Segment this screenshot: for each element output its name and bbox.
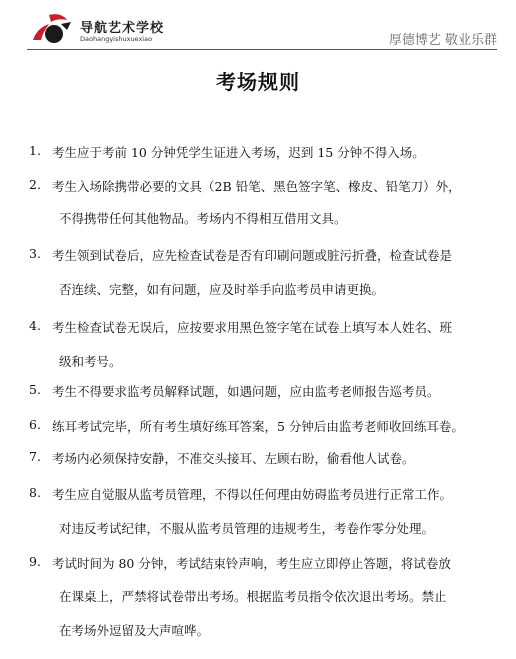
rule-number: 1. (29, 143, 41, 158)
rule-text-line: 在课桌上，严禁将试卷带出考场。根据监考员指令依次退出考场。禁止 (59, 589, 447, 604)
rule-number: 7. (29, 449, 41, 464)
rule-text-line: 考生应于考前 10 分钟凭学生证进入考场，迟到 15 分钟不得入场。 (52, 145, 425, 160)
rule-text-line: 考生应自觉服从监考员管理，不得以任何理由妨碍监考员进行正常工作。 (52, 487, 453, 502)
rule-text-line: 不得携带任何其他物品。考场内不得相互借用文具。 (59, 211, 347, 226)
rule-text-line: 考生入场除携带必要的文具（2B 铅笔、黑色签字笔、橡皮、铅笔刀）外， (52, 179, 461, 194)
rule-number: 4. (29, 318, 41, 333)
rule-number: 6. (29, 417, 41, 432)
rule-text-line: 级和考号。 (59, 354, 122, 369)
rule-text-line: 在考场外逗留及大声喧哗。 (59, 623, 210, 638)
school-motto: 厚德博艺 敬业乐群 (388, 33, 497, 48)
rule-text-line: 考生不得要求监考员解释试题，如遇问题，应由监考老师报告巡考员。 (52, 384, 440, 399)
rule-number: 2. (29, 177, 41, 192)
rule-text-line: 对违反考试纪律，不服从监考员管理的违规考生，考卷作零分处理。 (59, 521, 435, 536)
rule-text-line: 考生检查试卷无误后，应按要求用黑色签字笔在试卷上填写本人姓名、班 (52, 320, 453, 335)
rule-text-line: 否连续、完整，如有问题，应及时举手向监考员申请更换。 (59, 282, 385, 297)
rule-text-line: 练耳考试完毕，所有考生填好练耳答案，5 分钟后由监考老师收回练耳卷。 (52, 419, 464, 434)
rule-number: 9. (29, 554, 41, 569)
rule-text-line: 考场内必须保持安静，不准交头接耳、左顾右盼，偷看他人试卷。 (52, 451, 415, 466)
rule-text-line: 考试时间为 80 分钟，考试结束铃声响，考生应立即停止答题，将试卷放 (52, 556, 451, 571)
page-title: 考场规则 (216, 70, 300, 94)
rule-text-line: 考生领到试卷后，应先检查试卷是否有印刷问题或脏污折叠，检查试卷是 (52, 248, 453, 263)
rule-number: 3. (29, 246, 41, 261)
rule-number: 8. (29, 485, 41, 500)
school-name: 导航艺术学校 (80, 21, 165, 36)
school-pinyin: Daohangyishuxuexiao (80, 35, 153, 43)
rule-number: 5. (29, 382, 41, 397)
